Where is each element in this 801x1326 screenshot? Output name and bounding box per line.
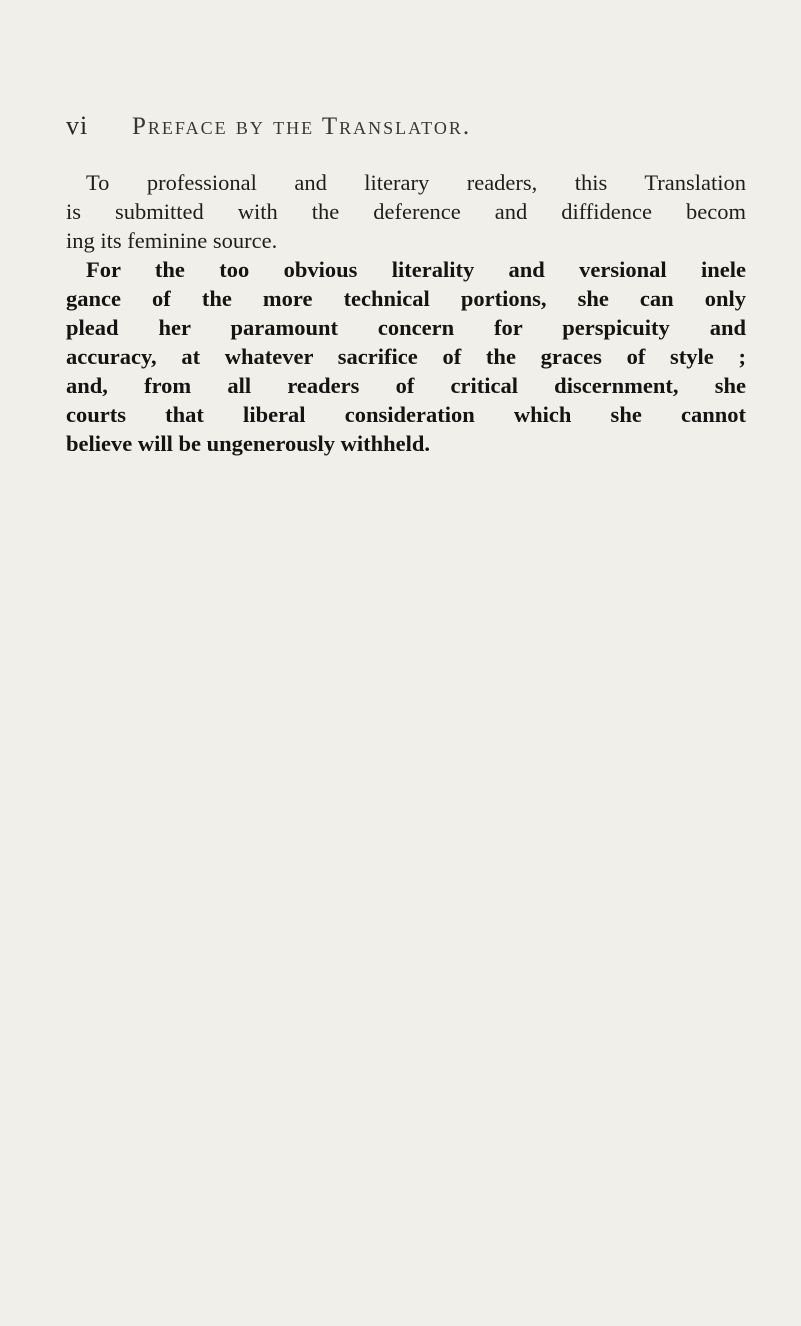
text-line: courts that liberal consideration which she cannot	[66, 402, 746, 427]
text-line: plead her paramount concern for perspicuity and	[66, 315, 746, 340]
text-line: believe will be ungenerously withheld.	[66, 431, 430, 456]
running-head: Preface by the Translator.	[132, 113, 472, 140]
text-line: For the too obvious literality and versional inele	[86, 257, 746, 282]
text-line: To professional and literary readers, this Translation	[86, 170, 746, 195]
text-line: is submitted with the deference and diffidence becom	[66, 199, 746, 224]
paragraph-1	[66, 168, 746, 255]
text-line: ing its feminine source.	[66, 228, 278, 253]
page-number: vi	[66, 111, 89, 140]
paragraph-2	[66, 255, 746, 458]
text-line: accuracy, at whatever sacrifice of the graces of style ;	[66, 344, 746, 369]
body-text	[66, 168, 746, 458]
text-line: and, from all readers of critical discernment, she	[66, 373, 746, 398]
page-header	[66, 111, 756, 151]
text-line: gance of the more technical portions, she can only	[66, 286, 746, 311]
